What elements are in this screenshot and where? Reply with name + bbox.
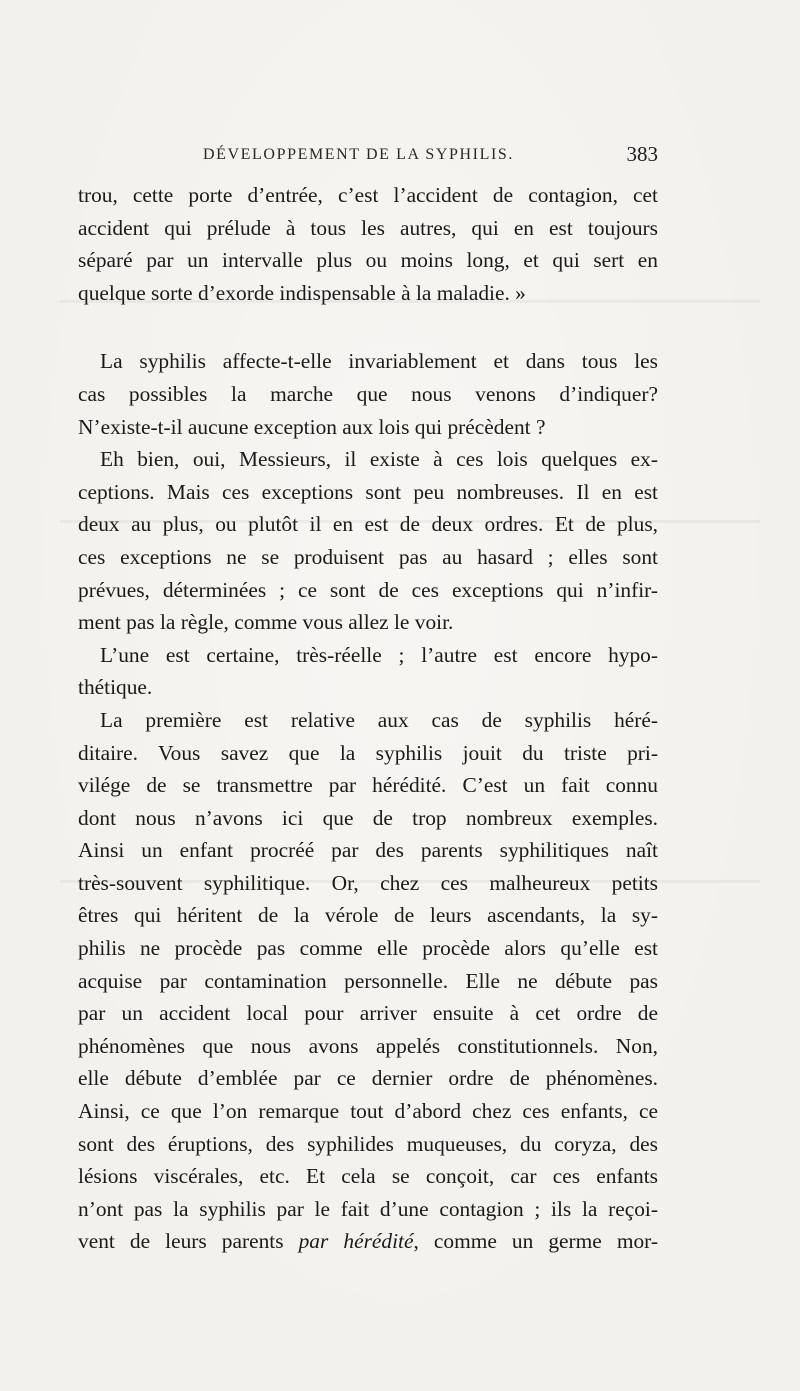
text-line: trou, cette porte d’entrée, c’est l’accident de contagion, cet xyxy=(78,183,658,207)
paragraph xyxy=(78,179,658,309)
text-fragment: , comme un germe mor- xyxy=(413,1229,658,1254)
page-number: 383 xyxy=(626,142,658,166)
text-line: La première est relative aux cas de syphilis héré- xyxy=(100,707,658,732)
text-line: Ainsi, ce que l’on remarque tout d’abord chez ces enfants, ce xyxy=(78,1099,658,1124)
text-line: sont des éruptions, des syphilides muqueuses, du coryza, des xyxy=(78,1131,658,1156)
text-line: ditaire. Vous savez que la syphilis jouit du triste pri- xyxy=(78,740,658,765)
text-line: lésions viscérales, etc. Et cela se conçoit, car ces enfants xyxy=(78,1164,658,1189)
text-line: ces exceptions ne se produisent pas au hasard ; elles sont xyxy=(78,544,658,569)
page-header xyxy=(78,142,658,168)
text-line: Eh bien, oui, Messieurs, il existe à ces lois quelques ex- xyxy=(100,447,658,472)
text-line: phénomènes que nous avons appelés constitutionnels. Non, xyxy=(78,1033,658,1058)
text-line: séparé par un intervalle plus ou moins long, et qui sert en xyxy=(78,248,658,273)
text-line: n’ont pas la syphilis par le fait d’une contagion ; ils la reçoi- xyxy=(78,1196,658,1221)
text-line: quelque sorte d’exorde indispensable à la maladie. » xyxy=(78,280,526,305)
text-line: N’existe-t-il aucune exception aux lois qui précèdent ? xyxy=(78,414,546,439)
text-line: ceptions. Mais ces exceptions sont peu nombreuses. Il en est xyxy=(78,479,658,504)
body-text xyxy=(78,179,658,1258)
text-line: philis ne procède pas comme elle procède alors qu’elle est xyxy=(78,936,658,961)
text-fragment: vent de leurs parents xyxy=(78,1229,299,1254)
text-line-with-italic xyxy=(78,1225,658,1258)
text-line: prévues, déterminées ; ce sont de ces exceptions qui n’infir- xyxy=(78,577,658,602)
text-line: par un accident local pour arriver ensuite à cet ordre de xyxy=(78,1001,658,1026)
text-line: cas possibles la marche que nous venons d’indiquer? xyxy=(78,381,658,406)
text-line: dont nous n’avons ici que de trop nombreux exemples. xyxy=(78,805,658,830)
text-line: ment pas la règle, comme vous allez le voir. xyxy=(78,610,454,635)
text-line: elle débute d’emblée par ce dernier ordre de phénomènes. xyxy=(78,1066,658,1091)
text-line: thétique. xyxy=(78,675,153,700)
text-line: L’une est certaine, très-réelle ; l’autre est encore hypo- xyxy=(100,642,658,667)
paragraph xyxy=(78,704,658,1258)
text-line: très-souvent syphilitique. Or, chez ces malheureux petits xyxy=(78,870,658,895)
text-line: êtres qui héritent de la vérole de leurs ascendants, la sy- xyxy=(78,903,658,928)
paragraph xyxy=(78,443,658,639)
text-line: acquise par contamination personnelle. Elle ne débute pas xyxy=(78,968,658,993)
text-line: deux au plus, ou plutôt il en est de deux ordres. Et de plus, xyxy=(78,512,658,537)
text-line: accident qui prélude à tous les autres, qui en est toujours xyxy=(78,215,658,240)
italic-phrase: par hérédité xyxy=(298,1229,414,1254)
running-title: DÉVELOPPEMENT DE LA SYPHILIS. xyxy=(203,146,515,163)
text-line: Ainsi un enfant procréé par des parents syphilitiques naît xyxy=(78,838,658,863)
text-line: La syphilis affecte-t-elle invariablement et dans tous les xyxy=(100,349,658,374)
paragraph xyxy=(78,345,658,443)
text-line: vilége de se transmettre par hérédité. C’est un fait connu xyxy=(78,773,658,798)
paragraph xyxy=(78,639,658,704)
